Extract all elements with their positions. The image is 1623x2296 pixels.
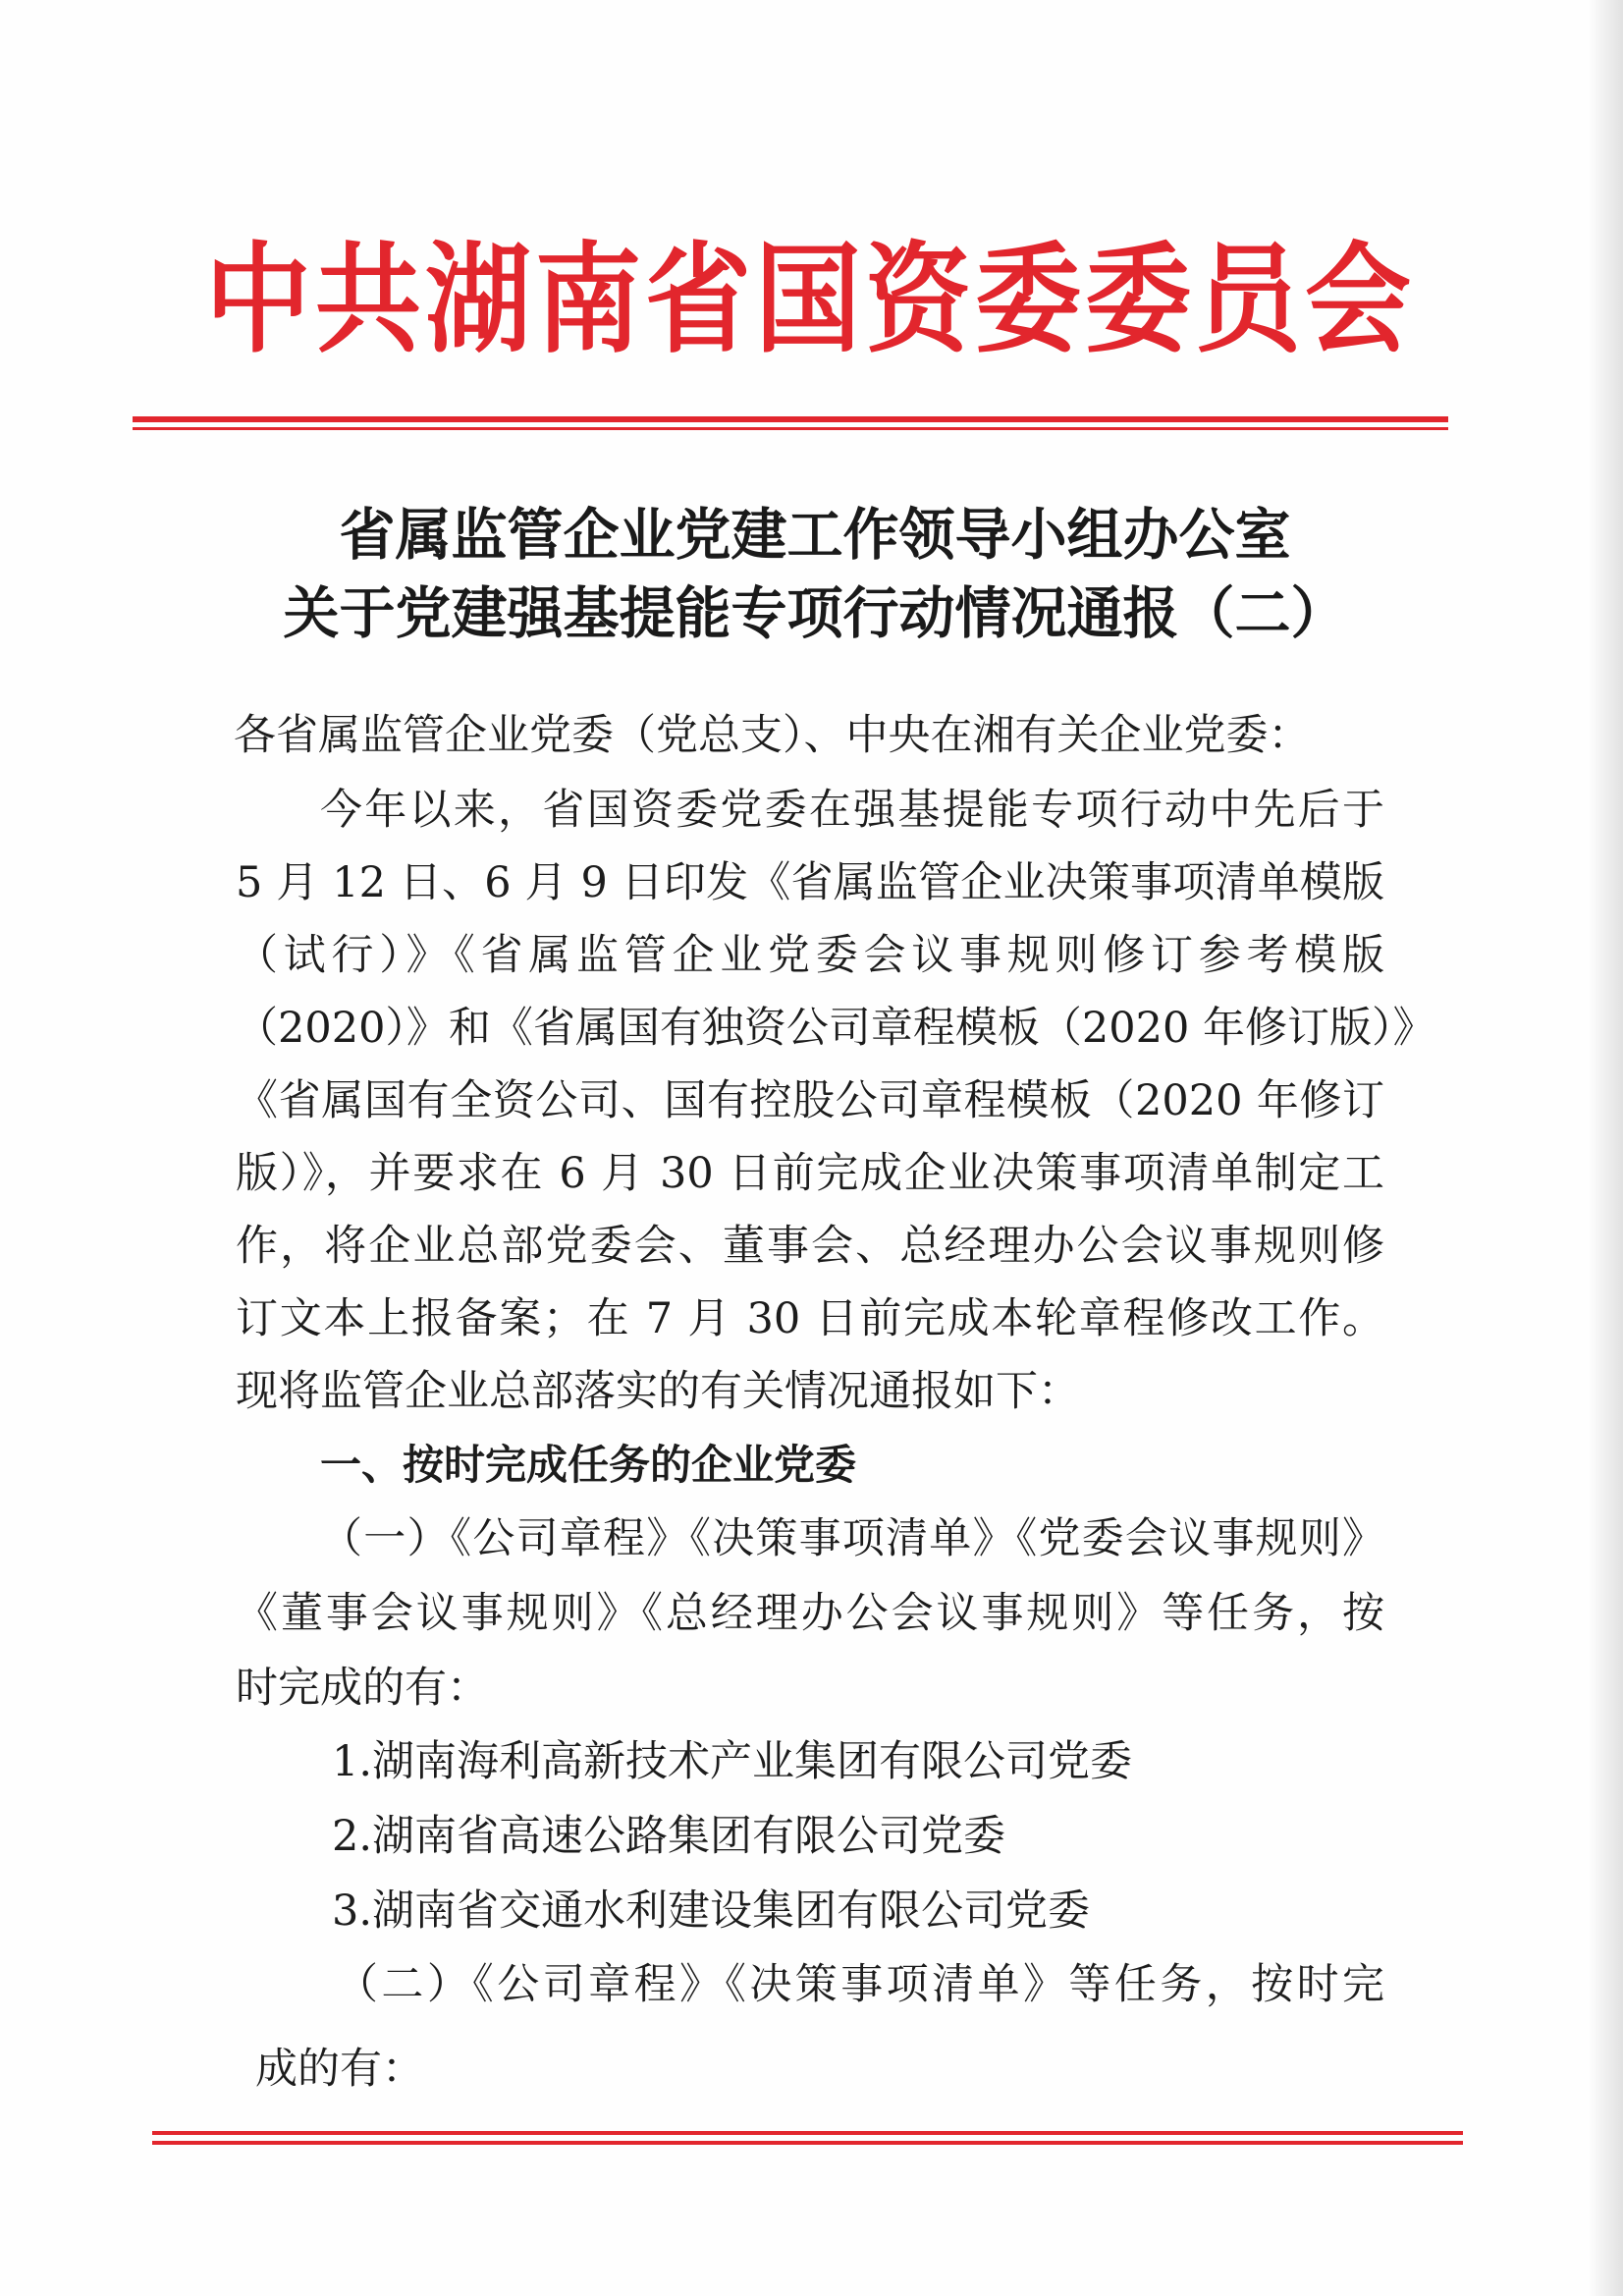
para1-line: （2020）》和《省属国有独资公司章程模板（2020 年修订版）》 bbox=[236, 1004, 1435, 1053]
para1-line: 今年以来，省国资委党委在强基提能专项行动中先后于 bbox=[320, 786, 1384, 835]
title-line-1: 省属监管企业党建工作领导小组办公室 bbox=[339, 503, 1291, 568]
salutation: 各省属监管企业党委（党总支）、中央在湘有关企业党委： bbox=[234, 711, 1311, 760]
scan-edge-shadow bbox=[1588, 0, 1623, 2296]
footer-red-rule bbox=[152, 2131, 1463, 2145]
para1-line: 《省属国有全资公司、国有控股公司章程模板（2020 年修订 bbox=[236, 1076, 1384, 1125]
sub1-line: 《董事会议事规则》《总经理办公会议事规则》等任务，按 bbox=[236, 1589, 1384, 1638]
section1-heading: 一、按时完成任务的企业党委 bbox=[320, 1441, 857, 1489]
list-item: 3.湖南省交通水利建设集团有限公司党委 bbox=[332, 1886, 1091, 1936]
para1-line: （试行）》《省属监管企业党委会议事规则修订参考模版 bbox=[236, 931, 1384, 980]
title-line-2: 关于党建强基提能专项行动情况通报（二） bbox=[283, 581, 1347, 646]
sub2-line: 成的有： bbox=[255, 2045, 424, 2094]
list-item: 1.湖南海利高新技术产业集团有限公司党委 bbox=[332, 1737, 1133, 1786]
para1-line: 作，将企业总部党委会、董事会、总经理办公会议事规则修 bbox=[236, 1222, 1384, 1271]
masthead-red-rule bbox=[133, 416, 1448, 430]
para1-line: 5 月 12 日、6 月 9 日印发《省属监管企业决策事项清单模版 bbox=[236, 858, 1384, 907]
sub2-line: （二）《公司章程》《决策事项清单》等任务，按时完 bbox=[336, 1960, 1384, 2009]
masthead-org-name: 中共湖南省国资委委员会 bbox=[204, 230, 1415, 370]
document-title bbox=[167, 496, 1463, 653]
list-item: 2.湖南省高速公路集团有限公司党委 bbox=[332, 1812, 1006, 1861]
sub1-line: 时完成的有： bbox=[236, 1664, 489, 1713]
sub1-line: （一）《公司章程》《决策事项清单》《党委会议事规则》 bbox=[320, 1514, 1384, 1563]
para1-line: 现将监管企业总部落实的有关情况通报如下： bbox=[236, 1367, 1080, 1416]
para1-line: 订文本上报备案；在 7 月 30 日前完成本轮章程修改工作。 bbox=[236, 1294, 1384, 1343]
para1-line: 版）》，并要求在 6 月 30 日前完成企业决策事项清单制定工 bbox=[236, 1149, 1384, 1198]
